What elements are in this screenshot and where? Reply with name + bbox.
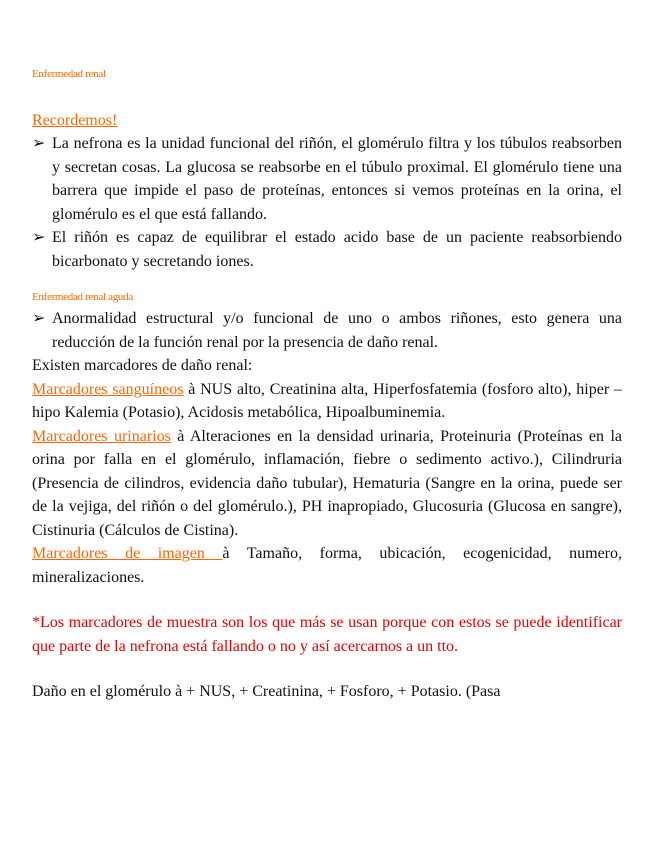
document-content <box>32 68 622 704</box>
bullet-arrow-icon: ➢ <box>32 310 46 327</box>
marcadores-sanguineos-text: à NUS alto, Creatinina alta, Hiperfosfatemia (fosforo alto), hiper – hipo Kalemia (Potasio), Acidosis metabólica, Hipoalbuminemia. <box>32 380 622 421</box>
bullet-text: La nefrona es la unidad funcional del riñón, el glomérulo filtra y los túbulos reabsorben y secretan cosas. La glucosa se reabsorbe en el túbulo proximal. El glomérulo tiene una barrera que impide el paso de proteínas, entonces si vemos proteínas en la orina, el glomérulo es el que está fallando. <box>52 135 622 223</box>
paragraph-marcadores-urinarios <box>32 425 622 543</box>
marcadores-intro: Existen marcadores de daño renal: <box>32 357 253 374</box>
link-marcadores-urinarios[interactable]: Marcadores urinarios <box>32 427 171 445</box>
bullet-arrow-icon: ➢ <box>32 135 46 152</box>
paragraph-marcadores-imagen <box>32 542 622 589</box>
bullet-item <box>32 226 622 273</box>
marcadores-imagen-text: à Tamaño, forma, ubicación, ecogenicidad, numero, mineralizaciones. <box>32 545 622 586</box>
heading-enfermedad-renal-aguda: Enfermedad renal aguda <box>32 291 133 303</box>
bullet-arrow-icon: ➢ <box>32 229 46 246</box>
section-title-recordemos: Recordemos! <box>32 112 118 129</box>
bullet-text: Anormalidad estructural y/o funcional de uno o ambos riñones, esto genera una reducción de la función renal por la presencia de daño renal. <box>52 310 622 351</box>
link-marcadores-sanguineos[interactable]: Marcadores sanguíneos <box>32 380 184 398</box>
note-red: *Los marcadores de muestra son los que más se usan porque con estos se puede identificar que parte de la nefrona está fallando o no y así acercarnos a un tto. <box>32 614 622 655</box>
link-marcadores-imagen[interactable]: Marcadores de imagen <box>32 545 223 562</box>
paragraph-danio-glomerulo: Daño en el glomérulo à + NUS, + Creatinina, + Fosforo, + Potasio. (Pasa <box>32 683 501 700</box>
bullet-item <box>32 307 622 354</box>
bullet-item <box>32 132 622 226</box>
bullet-text: El riñón es capaz de equilibrar el estado acido base de un paciente reabsorbiendo bicarbonato y secretando iones. <box>52 229 622 270</box>
marcadores-urinarios-text: à Alteraciones en la densidad urinaria, Proteinuria (Proteínas en la orina por falla en el glomérulo, inflamación, fiebre o sedimento activo.), Cilindruria (Presencia de cilindros, evidencia daño tubular), Hematuria (Sangre en la orina, puede ser de la vejiga, del riñón o del glomérulo.), PH inapropiado, Glucosuria (Glucosa en sangre), Cistinuria (Cálculos de Cistina). <box>32 427 622 539</box>
paragraph-marcadores-sanguineos <box>32 378 622 425</box>
heading-enfermedad-renal: Enfermedad renal <box>32 68 106 80</box>
